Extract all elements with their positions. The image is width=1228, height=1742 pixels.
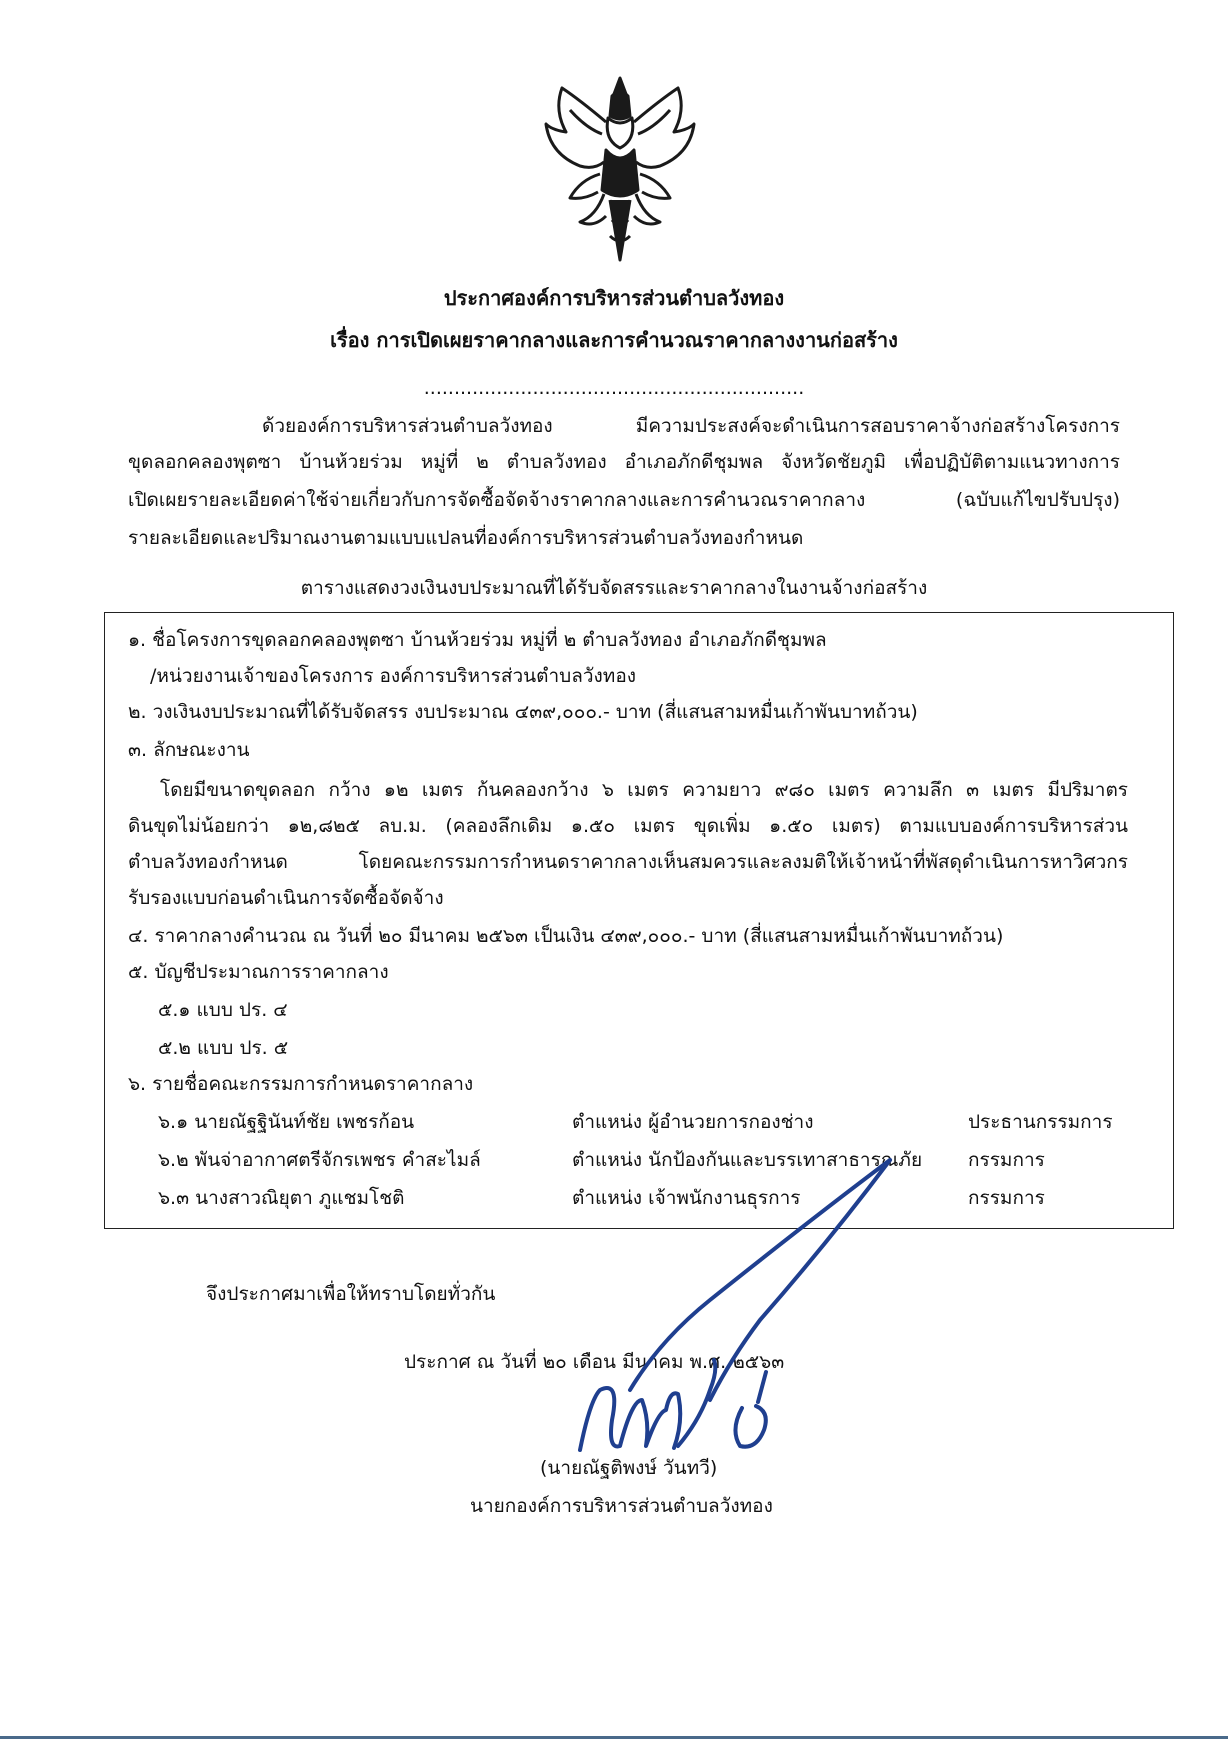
intro-line-3: เปิดเผยรายละเอียดค่าใช้จ่ายเกี่ยวกับการจัดซื้อจัดจ้างราคากลางและการคำนวณราคากลาง (ฉบับแก้ไขปรับปรุง)	[128, 489, 1120, 511]
announcement-title: ประกาศองค์การบริหารส่วนตำบลวังทอง	[443, 286, 785, 310]
date-line: ประกาศ ณ วันที่ ๒๐ เดือน มีนาคม พ.ศ. ๒๕๖๓	[404, 1351, 785, 1373]
item-3-line-1: โดยมีขนาดขุดลอก กว้าง ๑๒ เมตร ก้นคลองกว้าง ๖ เมตร ความยาว ๙๘๐ เมตร ความลึก ๓ เมตร มีปริมาตร	[160, 779, 1128, 801]
item-3: ๓. ลักษณะงาน	[128, 739, 250, 761]
signature-icon	[560, 1150, 980, 1480]
heading-divider: ...............................................................	[423, 377, 805, 399]
signer-name: (นายณัฐติพงษ์ วันทวี)	[540, 1457, 718, 1479]
garuda-emblem-icon	[540, 70, 700, 270]
announcement-subject: เรื่อง การเปิดเผยราคากลางและการคำนวณราคากลางงานก่อสร้าง	[330, 328, 898, 352]
committee-name-2: ๖.๒ พันจ่าอากาศตรีจักรเพชร คำสะไมล์	[158, 1149, 481, 1171]
item-5-1: ๕.๑ แบบ ปร. ๔	[158, 999, 288, 1021]
intro-line-2: ขุดลอกคลองพุตซา บ้านห้วยร่วม หมู่ที่ ๒ ตำบลวังทอง อำเภอภักดีชุมพล จังหวัดชัยภูมิ เพื่อปฏิบัติตามแนวทางการ	[128, 451, 1120, 473]
committee-role-3: กรรมการ	[968, 1187, 1045, 1209]
item-4: ๔. ราคากลางคำนวณ ณ วันที่ ๒๐ มีนาคม ๒๕๖๓ เป็นเงิน ๔๓๙,๐๐๐.- บาท (สี่แสนสามหมื่นเก้าพันบาทถ้วน)	[128, 925, 1004, 947]
committee-position-1: ตำแหน่ง ผู้อำนวยการกองช่าง	[572, 1111, 814, 1133]
item-3-line-2: ดินขุดไม่น้อยกว่า ๑๒,๘๒๕ ลบ.ม. (คลองลึกเดิม ๑.๕๐ เมตร ขุดเพิ่ม ๑.๕๐ เมตร) ตามแบบองค์การบริหารส่วน	[128, 815, 1128, 837]
committee-position-3: ตำแหน่ง เจ้าพนักงานธุรการ	[572, 1187, 801, 1209]
item-5-2: ๕.๒ แบบ ปร. ๕	[158, 1037, 289, 1059]
intro-line-4: รายละเอียดและปริมาณงานตามแบบแปลนที่องค์การบริหารส่วนตำบลวังทองกำหนด	[128, 527, 804, 549]
table-title: ตารางแสดงวงเงินงบประมาณที่ได้รับจัดสรรและราคากลางในงานจ้างก่อสร้าง	[300, 577, 928, 599]
item-3-line-3: ตำบลวังทองกำหนด โดยคณะกรรมการกำหนดราคากลางเห็นสมควรและลงมติให้เจ้าหน้าที่พัสดุดำเนินการหาวิศวกร	[128, 851, 1128, 873]
item-5: ๕. บัญชีประมาณการราคากลาง	[128, 961, 389, 983]
item-2: ๒. วงเงินงบประมาณที่ได้รับจัดสรร งบประมาณ ๔๓๙,๐๐๐.- บาท (สี่แสนสามหมื่นเก้าพันบาทถ้วน)	[128, 701, 918, 723]
scan-bottom-edge	[0, 1736, 1228, 1739]
closing-statement: จึงประกาศมาเพื่อให้ทราบโดยทั่วกัน	[206, 1283, 496, 1305]
committee-name-3: ๖.๓ นางสาวณิยุตา ภูแชมโชติ	[158, 1187, 405, 1209]
item-1-line-a: ๑. ชื่อโครงการขุดลอกคลองพุตซา บ้านห้วยร่วม หมู่ที่ ๒ ตำบลวังทอง อำเภอภักดีชุมพล	[128, 629, 827, 651]
item-1-line-b: /หน่วยงานเจ้าของโครงการ องค์การบริหารส่วนตำบลวังทอง	[150, 665, 637, 687]
item-3-line-4: รับรองแบบก่อนดำเนินการจัดซื้อจัดจ้าง	[128, 887, 444, 909]
item-6: ๖. รายชื่อคณะกรรมการกำหนดราคากลาง	[128, 1073, 474, 1095]
committee-role-1: ประธานกรรมการ	[968, 1111, 1113, 1133]
intro-line-1: ด้วยองค์การบริหารส่วนตำบลวังทอง มีความประสงค์จะดำเนินการสอบราคาจ้างก่อสร้างโครงการ	[262, 415, 1120, 437]
signer-title: นายกองค์การบริหารส่วนตำบลวังทอง	[470, 1495, 773, 1517]
committee-name-1: ๖.๑ นายณัฐฐินันท์ชัย เพชรก้อน	[158, 1111, 415, 1133]
committee-position-2: ตำแหน่ง นักป้องกันและบรรเทาสาธารณภัย	[572, 1149, 923, 1171]
committee-role-2: กรรมการ	[968, 1149, 1045, 1171]
